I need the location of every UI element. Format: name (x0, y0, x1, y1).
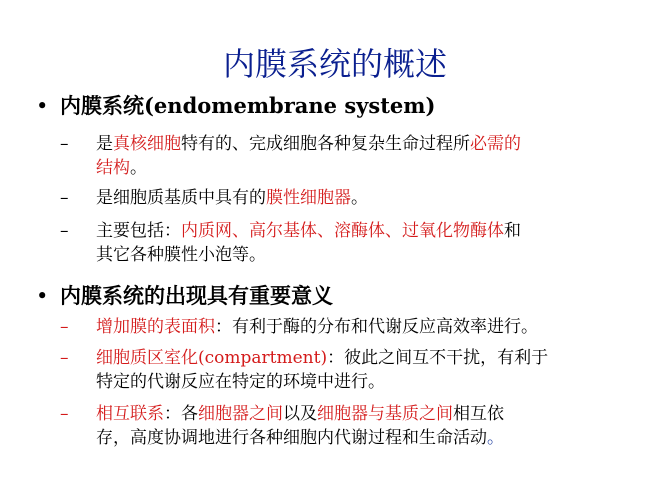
highlight-run: 细胞器之间 (198, 404, 283, 424)
dash-marker: – (60, 404, 69, 424)
sub-item-interconnection (60, 402, 650, 450)
slide-title: 内膜系统的概述 (222, 45, 447, 83)
heading-text: 内膜系统(endomembrane system) (60, 93, 436, 118)
sub-item-surface-area (60, 315, 650, 339)
highlight-run: 必需的 (470, 134, 521, 154)
bullet-heading-significance (36, 282, 333, 310)
highlight-run: 膜性细胞器 (266, 188, 351, 208)
heading-text: 内膜系统的出现具有重要意义 (60, 283, 333, 308)
dash-marker: – (60, 134, 69, 154)
highlight-run: 真核细胞 (113, 134, 181, 154)
highlight-run: 细胞器与基质之间 (317, 404, 453, 424)
sub-item-text (96, 315, 650, 339)
sub-item-components (60, 219, 650, 267)
text-run: 相互依 (453, 404, 504, 424)
text-run: 是细胞质基质中具有的 (96, 188, 266, 208)
highlight-run: 相互联系 (96, 404, 164, 424)
text-run: ：有利于酶的分布和代谢反应高效率进行。 (215, 317, 538, 337)
highlight-run: 结构 (96, 158, 130, 178)
highlight-run: 增加膜的表面积 (96, 317, 215, 337)
dash-marker: – (60, 221, 69, 241)
dash-marker: – (60, 317, 69, 337)
text-run: 特定的代谢反应在特定的环境中进行。 (96, 372, 385, 392)
text-run: 。 (351, 188, 368, 208)
text-run: ：各 (164, 404, 198, 424)
text-run: 以及 (283, 404, 317, 424)
sub-item-text (96, 186, 650, 210)
sub-item-text (96, 402, 650, 450)
text-run: 。 (130, 158, 147, 178)
sub-item-compartment (60, 346, 650, 394)
text-run: 其它各种膜性小泡等。 (96, 245, 266, 265)
highlight-run: 内质网、高尔基体、溶酶体、过氧化物酶体 (181, 221, 504, 241)
text-run: 和 (504, 221, 521, 241)
text-run: 特有的、完成细胞各种复杂生命过程所 (181, 134, 470, 154)
text-run: 主要包括： (96, 221, 181, 241)
sub-item-text (96, 346, 650, 394)
sub-item-text (96, 132, 650, 180)
bullet-heading-endomembrane (36, 92, 435, 120)
bullet-icon: • (36, 284, 49, 308)
text-run: 存，高度协调地进行各种细胞内代谢过程和生命活动 (96, 428, 487, 448)
text-run: 。 (487, 428, 504, 448)
dash-marker: – (60, 188, 69, 208)
highlight-run: 细胞质区室化(compartment) (96, 348, 328, 368)
text-run: 是 (96, 134, 113, 154)
sub-item-definition (60, 132, 650, 180)
sub-item-membranous (60, 186, 650, 210)
bullet-icon: • (36, 94, 49, 118)
sub-item-text (96, 219, 650, 267)
dash-marker: – (60, 348, 69, 368)
text-run: ：彼此之间互不干扰，有利于 (327, 348, 549, 368)
